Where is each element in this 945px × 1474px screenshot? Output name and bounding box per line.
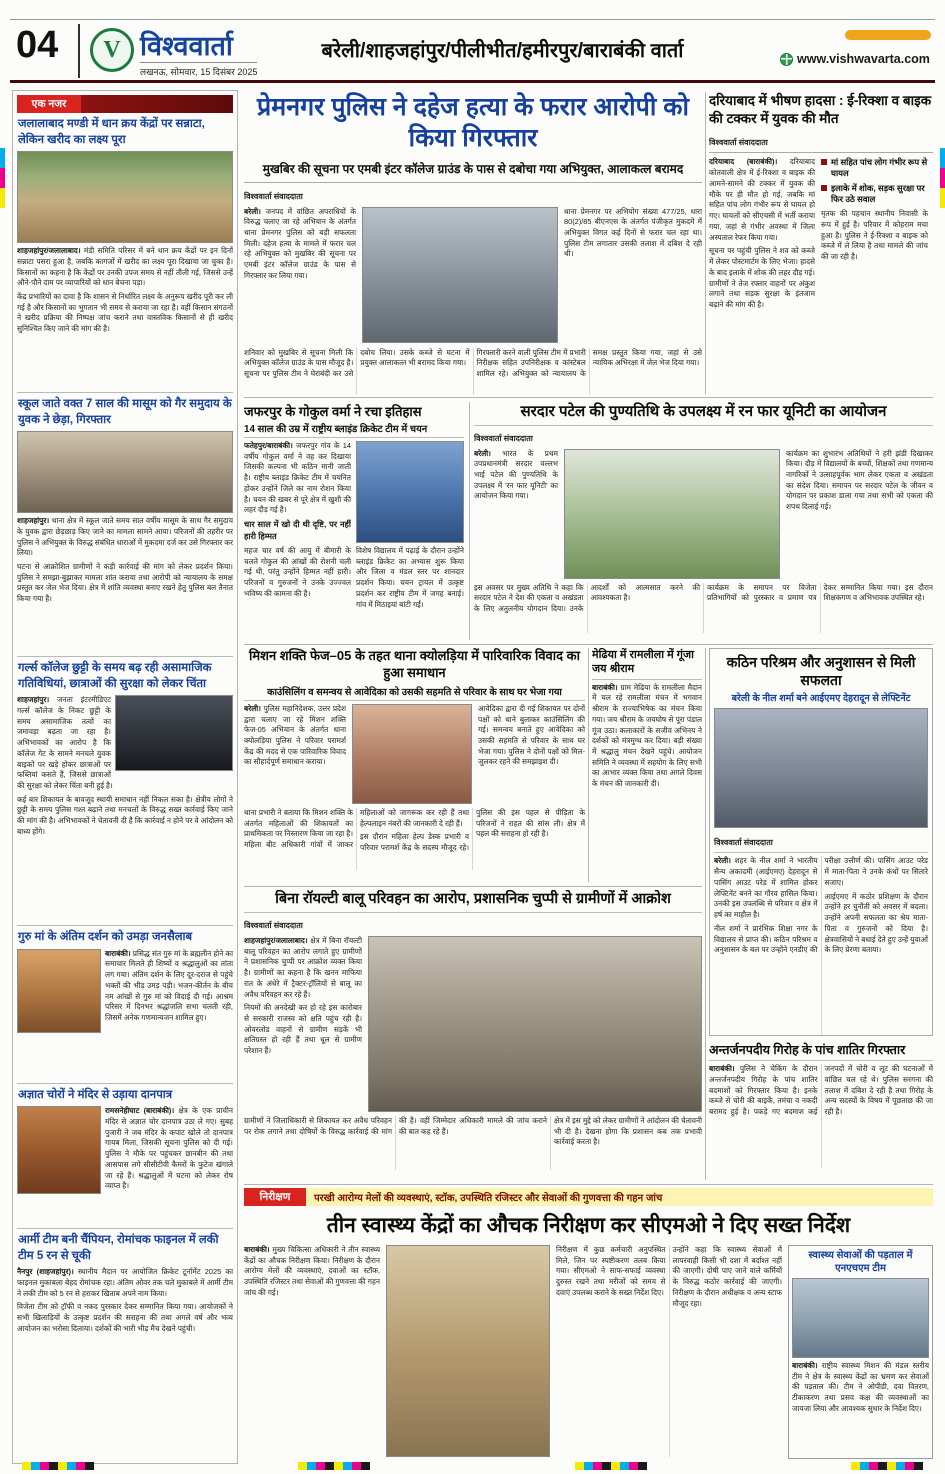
header-divider-rule [78,24,80,78]
headline-mandi: जलालाबाद मण्डी में धान क्रय केंद्रों पर सन्नाटा, लेकिन खरीद का लक्ष्य पूरा [18,118,205,146]
article-body-army [17,1267,233,1425]
globe-icon [780,53,793,66]
unity-body-col1 [474,449,558,579]
unity-body-bottom [474,583,933,633]
header-accent-pill [845,30,931,40]
article-body-school [17,516,233,652]
paragraph: ग्रामीणों ने जिलाधिकारी से शिकायत कर अवैध परिवहन पर रोक लगाने तथा दोषियों के विरुद्ध कार्रवाई की मांग की है। वहीं जिम्मेदार अधिकारी मामले की जांच कराने की बात कह रहे हैं। [244,1115,547,1136]
article-body-temple [17,1106,233,1224]
dateline: रामसनेहीघाट (बाराबंकी)। [105,1106,175,1116]
logo-letter: V [103,36,121,63]
paragraph: क्षेत्र में इस मुद्दे को लेकर ग्रामीणों ने आंदोलन की चेतावनी भी दी है। देखना होगा कि प्रशासन कब तक प्रभावी कार्रवाई करता है। [554,1115,702,1147]
bullet-text: इलाके में शोक, सड़क सुरक्षा पर फिर उठे सवाल [831,183,925,205]
ek-nazar-ribbon [81,95,233,113]
website-link[interactable]: www.vishwavarta.com [797,52,930,66]
article-blind-cricket [244,402,464,640]
lieutenant-byline: विश्ववार्ता संवाददाता [714,838,773,848]
article-cmo-inspection [244,1188,933,1460]
masthead-dateline: लखनऊ, सोमवार, 15 दिसंबर 2025 [140,62,257,78]
paragraph: शहर के नील शर्मा ने भारतीय सैन्य अकादमी (आईएमए) देहरादून से पासिंग आउट परेड में शामिल होकर लेफ्टिनेंट बनने का गौरव हासिल किया। उनकी इस उपलब्धि से परिवार व क्षेत्र में हर्ष का माहौल है। [714,856,818,920]
cricket-headline: जफरपुर के गोकुल वर्मा ने रचा इतिहास [244,404,422,419]
paragraph: कार्यक्रम के समापन पर विजेता प्रतिभागियों को पुरस्कार व प्रमाण पत्र देकर सम्मानित किया गया। इस दौरान शिक्षकगण व अभिभावक उपस्थित रहे। [707,582,933,603]
paragraph: भारत के प्रथम उपप्रधानमंत्री सरदार वल्लभ भाई पटेल की पुण्यतिथि के उपलक्ष्य में 'रन फार यूनिटी' का आयोजन किया गया। [474,448,558,501]
article-mission-shakti [244,648,585,882]
paragraph: नियमों की अनदेखी कर हो रहे इस कारोबार से सरकारी राजस्व को क्षति पहुंच रही है। ओवरलोड वाहनों से ग्रामीण सड़कें भी क्षतिग्रस्त हो रही हैं तथा धूल से ग्रामीण परेशान हैं। [244,1003,362,1056]
left-edge-registration-marks [0,148,5,208]
paragraph: थाना प्रभारी ने बताया कि मिशन शक्ति के अंतर्गत महिलाओं की शिकायतों का प्राथमिकता पर निस्तारण किया जा रहा है। महिला बीट अधिकारी गांवों में जाकर महिलाओं को जागरूक कर रही हैं तथा हेल्पलाइन नंबरों की जानकारी दे रही हैं। [244,807,469,849]
paragraph: मुख्य चिकित्सा अधिकारी ने तीन स्वास्थ्य केंद्रों का औचक निरीक्षण किया। निरीक्षण के दौरान आरोग्य मेलों की व्यवस्थाएं, दवाओं का स्टॉक, उपस्थिति रजिस्टर तथा सेवाओं की गुणवत्ता की गहन जांच की गई। [244,1245,380,1297]
masthead-logo [90,28,134,72]
unity-byline: विश्ववार्ता संवाददाता [474,433,533,443]
headline-school-molest: स्कूल जाते वक्त 7 साल की मासूम को गैर समुदाय के युवक ने छेड़ा, गिरफ्तार [18,398,232,426]
divider [705,92,706,394]
accident-headline: दरियाबाद में भीषण हादसा : ई-रिक्शा व बाइक की टक्कर में युवक की मौत [709,93,932,127]
nhm-box [788,1245,933,1459]
mission-body-col1 [244,704,346,804]
headline-temple-theft: अज्ञात चोरों ने मंदिर से उड़ाया दानपात्र [18,1088,173,1101]
cricket-body-continues [356,546,464,636]
paragraph: उन्होंने कहा कि स्वास्थ्य सेवाओं में लापरवाही किसी भी दशा में बर्दाश्त नहीं की जाएगी। दोषी पाए जाने वाले कर्मियों के विरुद्ध कठोर कार्रवाई की जाएगी। निरीक्षण के दौरान अधीक्षक व अन्य स्टाफ मौजूद रहा। [672,1245,782,1308]
dowry-subhead: मुखबिर की सूचना पर एमबी इंटर कॉलेज ग्राउंड के पास से दबोचा गया अभियुक्त, आलाकत्ल बरामद [262,161,684,176]
right-edge-registration-marks [940,148,945,208]
photo-gokul-verma [356,441,464,543]
inspection-badge: निरीक्षण [244,1188,306,1206]
dowry-byline: विश्ववार्ता संवाददाता [244,191,303,201]
paragraph: प्रसिद्ध संत गुरु मां के ब्रह्मलीन होने का समाचार मिलते ही शिष्यों व श्रद्धालुओं का तांता लग गया। अंतिम दर्शन के लिए दूर-दराज से पहुंचे भक्तों की भीड़ उमड़ पड़ी। भजन-कीर्तन के बीच नम आंखों से गुरु मां को विदाई दी गई। आश्रम परिसर में दिनभर श्रद्धांजलि सभा चलती रही, जिसमें अनेक गणमान्यजन शामिल हुए। [105,948,233,1023]
cmyk-cluster [851,1462,923,1470]
cmo-body-col2 [556,1245,782,1457]
photo-medicine-store-inspection [386,1245,550,1457]
paragraph: महज चार वर्ष की आयु में बीमारी के चलते गोकुल की आंखों की रोशनी चली गई थी, परंतु उन्होंने हिम्मत नहीं हारी। परिजनों व गुरुजनों ने उनके उज्ज्वल भविष्य की कामना की है। [244,545,351,598]
dateline: शाहजहांपुर/जलालाबाद। [17,246,81,256]
photo-nhm-team [792,1278,929,1358]
divider [244,397,933,398]
cricket-crosshead: चार साल में खो दी थी दृष्टि, पर नहीं हारी हिम्मत [244,520,351,542]
dateline: दरियाबाद (बाराबंकी)। [709,157,778,167]
dateline: बरेली। [244,703,261,713]
mission-subhead: काउंसिलिंग व समन्वय से आवेदिका को उसकी सहमति से परिवार के साथ घर भेजा गया [244,685,585,701]
photo-street-car [115,695,233,771]
paragraph: विजेता टीम को ट्रॉफी व नकद पुरस्कार देकर सम्मानित किया गया। आयोजकों ने सभी खिलाड़ियों के उत्कृष्ट प्रदर्शन की सराहना की तथा अगले वर्ष और भव्य आयोजन का भरोसा दिलाया। दर्शकों की भारी भीड़ मैच देखने पहुंची। [17,1302,233,1333]
photo-mandi-market [17,151,233,243]
lieutenant-headline: कठिन परिश्रम और अनुशासन से मिली सफलता [726,654,916,689]
dateline: नैनपुर (शाहजहांपुर)। [17,1267,74,1277]
divider [244,1184,933,1185]
paragraph: कार्यक्रम का शुभारंभ अतिथियों ने हरी झंडी दिखाकर किया। दौड़ में विद्यालयों के बच्चों, शिक्षकों तथा गणमान्य नागरिकों ने उत्साहपूर्वक भाग लेकर एकता व अखंडता का संदेश दिया। समापन पर सरदार पटेल के जीवन व योगदान पर प्रकाश डाला गया तथा सभी को एकता की शपथ दिलाई गई। [786,448,933,512]
article-body-guru [17,949,233,1079]
unity-body-col2 [786,449,933,579]
accident-body-col1 [709,157,815,383]
headline-guru-maa: गुरु मां के अंतिम दर्शन को उमड़ा जनसैलाब [18,931,193,944]
bullet-square-icon [821,185,827,191]
paragraph: जफरपुर गांव के 14 वर्षीय गोकुल वर्मा ने वह कर दिखाया जिसकी कल्पना भी कठिन मानी जाती है। राष्ट्रीय ब्लाइंड क्रिकेट टीम में चयनित होकर उन्होंने जिले का नाम रोशन किया है। चयन की खबर से पूरे क्षेत्र में खुशी की लहर दौड़ गई है। [244,441,351,515]
bullet-item [821,157,928,179]
accident-body-continues [821,209,928,359]
dateline: बाराबंकी। [105,948,131,958]
divider [705,648,706,1180]
dowry-body-bottom [244,348,702,396]
photo-police-arrest [362,207,558,343]
paragraph: सूचना पर पहुंची पुलिस ने शव को कब्जे में लेकर पोस्टमार्टम के लिए भेजा। हादसे के बाद इलाके में शोक की लहर दौड़ गई। ग्रामीणों ने तेज रफ्तार वाहनों पर अंकुश लगाने तथा सड़क सुरक्षा के इंतजाम बढ़ाने की मांग की है। [709,246,815,309]
cmo-headline: तीन स्वास्थ्य केंद्रों का औचक निरीक्षण कर सीएमओ ने दिए सख्त निर्देश [326,1214,851,1237]
dateline: शाहजहांपुर। [17,695,50,705]
mission-body-col2 [478,704,585,804]
article-body-college [17,695,233,921]
masthead-title: विश्ववार्ता [140,31,233,61]
unity-headline: सरदार पटेल की पुण्यतिथि के उपलक्ष्य में रन फार यूनिटी का आयोजन [520,403,887,420]
ramleela-headline: मेढिया में रामलीला में गूंजा जय श्रीराम [592,648,702,680]
mission-headline: मिशन शक्ति फेज–05 के तहत थाना क्योलड़िया में पारिवारिक विवाद का हुआ समाधान [248,648,581,680]
cricket-body-col1 [244,441,351,637]
headline-army-champion: आर्मी टीम बनी चैंपियन, रोमांचक फाइनल में लकी टीम 5 रन से चूकी [18,1234,219,1262]
paragraph: इस अवसर पर मुख्य अतिथि ने कहा कि सरदार पटेल ने देश की एकता व अखंडता के लिए अतुलनीय योगदान दिया। उनके आदर्शों को आत्मसात करने की आवश्यकता है। [474,582,700,613]
paragraph: क्षेत्र के एक प्राचीन मंदिर से अज्ञात चोर दानपात्र उठा ले गए। सुबह पुजारी ने जब मंदिर के कपाट खोले तो दानपात्र गायब मिला, जिसकी सूचना पुलिस को दी गई। पुलिस ने मौके पर पहुंचकर छानबीन की तथा आसपास लगे सीसीटीवी कैमरों के फुटेज खंगाले जा रहे हैं। श्रद्धालुओं में घटना को लेकर रोष व्याप्त है। [105,1106,233,1191]
dateline: बाराबंकी। [792,1361,818,1370]
cmo-body-col1 [244,1245,380,1457]
paragraph: कई बार शिकायत के बावजूद स्थायी समाधान नहीं निकल सका है। क्षेत्रीय लोगों ने छुट्टी के समय पुलिस गश्त बढ़ाने तथा मनचलों के विरुद्ध सख्त कार्रवाई किए जाने की मांग की है। अभिभावकों ने चेतावनी दी है कि कार्रवाई न होने पर वे आंदोलन को बाध्य होंगे। [17,794,233,836]
article-body-mandi [17,246,233,388]
headline-girls-college: गर्ल्स कॉलेज छुट्टी के समय बढ़ रही असामाजिक गतिविधियां, छात्राओं की सुरक्षा को लेकर चिंता [18,662,212,690]
nhm-body [792,1361,929,1455]
sand-body-bottom [244,1116,702,1170]
paragraph: घटना से आक्रोशित ग्रामीणों ने कड़ी कार्रवाई की मांग को लेकर प्रदर्शन किया। पुलिस ने समझा-बुझाकर मामला शांत कराया तथा आरोपी को न्यायालय के समक्ष प्रस्तुत कर जेल भेज दिया। क्षेत्र में शांति व्यवस्था बनाए रखने हेतु पुलिस बल तैनात किया गया है। [17,562,233,604]
article-sand-mining [244,890,702,1180]
nhm-headline: स्वास्थ्य सेवाओं की पड़ताल में एनएचएम टीम [808,1250,913,1274]
header-bottom-rule [10,80,935,83]
print-color-bars [0,1462,945,1470]
paragraph: मंडी समिति परिसर में बने धान क्रय केंद्रों पर इन दिनों सन्नाटा पसरा हुआ है, जबकि कागजों में खरीद का लक्ष्य पूरा दिखाया जा चुका है। किसानों का कहना है कि केंद्रों पर उनकी उपज समय से नहीं तौली गई, जिससे उन्हें औने-पौने दाम पर व्यापारियों को धान बेचना पड़ा। [17,246,233,288]
article-run-for-unity [474,402,933,640]
paragraph: जनता इंटरमीडिएट गर्ल्स कॉलेज के निकट छुट्टी के समय असामाजिक तत्वों का जमावड़ा बढ़ता जा रहा है। अभिभावकों का आरोप है कि कॉलेज गेट के सामने मनचले युवक बाइकों पर खड़े होकर छात्राओं पर फब्तियां कसते हैं, जिससे छात्राओं की सुरक्षा को लेकर चिंता बनी हुई है। [17,695,113,790]
paragraph: क्षेत्र में बिना रॉयल्टी बालू परिवहन का आरोप लगाते हुए ग्रामीणों ने प्रशासनिक चुप्पी पर आक्रोश व्यक्त किया है। ग्रामीणों का कहना है कि खनन माफिया रात के अंधेरे में ट्रैक्टर-ट्रॉलियों से बालू का अवैध परिवहन कर रहे हैं। [244,935,362,999]
left-column [12,90,238,1464]
gang-headline: अन्तर्जनपदीय गिरोह के पांच शातिर गिरफ्तार [709,1042,933,1061]
dateline: बाराबंकी। [244,1245,270,1254]
mission-body-bottom [244,808,585,870]
paragraph: मृतक की पहचान स्थानीय निवासी के रूप में हुई है। परिवार में कोहराम मचा हुआ है। पुलिस ने ई-रिक्शा व बाइक को कब्जे में ले लिया है तथा मामले की जांच की जा रही है। [821,209,928,262]
website-row [780,52,930,66]
cricket-body-col2 [356,441,464,637]
accident-body-col2 [821,157,928,383]
bullet-text: मां सहित पांच लोग गंभीर रूप से घायल [831,157,928,179]
paragraph: इस दौरान महिला हेल्प डेस्क प्रभारी व परिवार परामर्श केंद्र के सदस्य मौजूद रहे। पुलिस की इस पहल से पीड़िता के परिजनों ने राहत की सांस ली। क्षेत्र में पहल की सराहना हो रही है। [360,807,585,852]
section-ek-nazar [17,95,233,113]
paragraph: थाना प्रेमनगर पर अभियोग संख्या 477/25, धारा 80(2)/85 बीएनएस के अंतर्गत पंजीकृत मुकदमे में अभियुक्त विगत कई दिनों से फरार चल रहा था। पुलिस टीम लगातार उसकी तलाश में दबिश दे रही थी। [564,206,702,259]
divider [469,402,470,640]
dateline: शाहजहांपुर। [17,516,50,526]
page-number: 04 [16,24,59,66]
paragraph: विशेष विद्यालय में पढ़ाई के दौरान उन्होंने ब्लाइंड क्रिकेट का अभ्यास शुरू किया और जिला व मंडल स्तर पर शानदार प्रदर्शन किया। चयन ट्रायल में उत्कृष्ट प्रदर्शन कर राष्ट्रीय टीम में जगह बनाई। गांव में मिठाइयां बांटी गईं। [356,546,464,609]
divider [244,886,702,887]
paragraph: आईएमए में कठोर प्रशिक्षण के दौरान उन्होंने हर चुनौती को अवसर में बदला। उन्होंने अपनी सफलता का श्रेय माता-पिता व गुरुजनों को दिया है। क्षेत्रवासियों ने बधाई देते हुए उन्हें युवाओं के लिए प्रेरणा बताया। [824,891,928,955]
paragraph: गिरफ्तारी करने वाली पुलिस टीम में प्रभारी निरीक्षक सहित उपनिरीक्षक व कांस्टेबल शामिल रहे। अभियुक्त को न्यायालय के समक्ष प्रस्तुत किया गया, जहां से उसे न्यायिक अभिरक्षा में जेल भेज दिया गया। [476,347,702,378]
lieutenant-subhead: बरेली के नील शर्मा बने आईएमए देहरादून से लेफ्टिनेंट [731,693,911,705]
ek-nazar-label: एक नजर [17,95,81,113]
article-accident [709,92,933,395]
paragraph: ग्राम मेढिया के रामलीला मैदान में चल रहे रामलीला मंचन में भगवान श्रीराम के राज्याभिषेक का मंचन किया गया। जय श्रीराम के जयघोष से पूरा पंडाल गूंज उठा। कलाकारों के सजीव अभिनय ने दर्शकों को मंत्रमुग्ध कर दिया। बड़ी संख्या में श्रद्धालु मंचन देखने पहुंचे। आयोजन समिति ने व्यवस्था में सहयोग के लिए सभी का आभार व्यक्त किया तथा अगले दिवस के मंचन की जानकारी दी। [592,682,702,789]
article-ramleela [592,648,702,882]
sand-headline: बिना रॉयल्टी बालू परिवहन का आरोप, प्रशासनिक चुप्पी से ग्रामीणों में आक्रोश [275,891,671,907]
accident-byline: विश्ववार्ता संवाददाता [709,138,768,148]
dowry-body-col1 [244,207,356,343]
sand-body-col1 [244,936,362,1112]
paragraph: पुलिस महानिदेशक, उत्तर प्रदेश द्वारा चलाए जा रहे मिशन शक्ति फेज-05 अभियान के अंतर्गत थाना क्योलड़िया पुलिस ने परिवार परामर्श केंद्र की मदद से एक पारिवारिक विवाद का सौहार्दपूर्ण समाधान कराया। [244,703,346,767]
sand-byline: विश्ववार्ता संवाददाता [244,920,303,930]
region-line: बरेली/शाहजहांपुर/पीलीभीत/हमीरपुर/बाराबंकी वार्ता [321,40,684,62]
photo-temple [17,1106,101,1194]
dateline: बरेली। [714,856,731,866]
article-dowry-arrest [244,92,702,395]
dateline: बाराबंकी। [592,682,618,692]
dateline: फतेहपुर/बाराबंकी। [244,441,293,450]
photo-sand-mining [368,936,702,1112]
cricket-subhead: 14 साल की उम्र में राष्ट्रीय ब्लाइंड क्रिकेट टीम में चयन [244,422,464,438]
paragraph: राष्ट्रीय स्वास्थ्य मिशन की मंडल स्तरीय टीम ने क्षेत्र के स्वास्थ्य केंद्रों का भ्रमण कर सेवाओं की पड़ताल की। टीम ने ओपीडी, दवा वितरण, टीकाकरण तथा प्रसव कक्ष की व्यवस्थाओं का जायजा लिया और आवश्यक सुधार के निर्देश दिए। [792,1361,929,1413]
cmyk-cluster [298,1462,370,1470]
divider [588,648,589,882]
dateline: शाहजहांपुर/जलालाबाद। [244,935,308,945]
paragraph: निरीक्षण में कुछ कर्मचारी अनुपस्थित मिले, जिन पर स्पष्टीकरण तलब किया गया। सीएमओ ने साफ-सफाई व्यवस्था दुरुस्त रखने तथा मरीजों को समय से दवाएं उपलब्ध कराने के सख्त निर्देश दिए। [556,1245,666,1297]
paragraph: पुलिस ने चेकिंग के दौरान अन्तर्जनपदीय गिरोह के पांच शातिर बदमाशों को गिरफ्तार किया है। इनके कब्जे से चोरी की बाइकें, तमंचा व नकदी बरामद हुई है। पकड़े गए बदमाश कई जनपदों में चोरी व लूट की घटनाओं में वांछित चल रहे थे। पुलिस सरगना की तलाश में दबिश दे रही है तथा गिरोह के अन्य सदस्यों के विषय में पूछताछ की जा रही है। [709,1064,933,1117]
photo-passing-out-parade [714,708,928,828]
inspection-strip [244,1188,933,1206]
bullet-item [821,183,928,205]
article-gang-arrest [709,1042,933,1180]
article-lieutenant [709,648,933,1036]
dateline: बाराबंकी। [709,1064,735,1074]
inspection-strip-text: परखी आरोग्य मेलों की व्यवस्थाएं, स्टॉक, उपस्थिति रजिस्टर और सेवाओं की गुणवत्ता की गहन जांच [306,1188,933,1206]
paragraph: जनपद में वांछित अपराधियों के विरुद्ध चलाए जा रहे अभियान के अंतर्गत थाना प्रेमनगर पुलिस को बड़ी सफलता मिली। दहेज हत्या के मामले में फरार चल रहे अभियुक्त को मुखबिर की सूचना पर एमबी इंटर कॉलेज ग्राउंड के पास से गिरफ्तार कर लिया गया। [244,206,356,280]
gang-body [709,1064,933,1168]
header-top-rule [10,19,935,20]
paragraph: शनिवार को मुखबिर से सूचना मिली कि अभियुक्त कॉलेज ग्राउंड के पास मौजूद है। सूचना पर पुलिस टीम ने घेराबंदी कर उसे दबोच लिया। उसके कब्जे से घटना में प्रयुक्त आलाकत्ल भी बरामद किया गया। [244,347,470,378]
paragraph: दरियाबाद कोतवाली क्षेत्र में ई-रिक्शा व बाइक की आमने-सामने की टक्कर में युवक की मौके पर ही मौत हो गई, जबकि मां सहित पांच लोग गंभीर रूप से घायल हो गए। घायलों को सीएचसी में भर्ती कराया गया, जहां से गंभीर अवस्था में जिला अस्पताल रेफर किया गया। [709,157,815,242]
dowry-headline: प्रेमनगर पुलिस ने दहेज हत्या के फरार आरोपी को किया गिरफ्तार [257,93,689,153]
divider [244,644,933,645]
cmyk-cluster [22,1462,94,1470]
dateline: बरेली। [474,448,491,458]
paragraph: थाना क्षेत्र में स्कूल जाते समय सात वर्षीय मासूम के साथ गैर समुदाय के युवक द्वारा छेड़छाड़ किए जाने का मामला सामने आया। परिजनों की तहरीर पर पुलिस ने अभियुक्त के विरुद्ध संबंधित धाराओं में मुकदमा दर्ज कर उसे गिरफ्तार कर लिया। [17,516,233,558]
paragraph: नील शर्मा ने प्रारंभिक शिक्षा नगर के विद्यालय से प्राप्त की। कठिन परिश्रम व अनुशासन के बल पर उन्होंने एनडीए की परीक्षा उत्तीर्ण की। पासिंग आउट परेड में माता-पिता ने उनके कंधों पर सितारे सजाए। [714,856,928,955]
photo-guru-maa [17,949,101,1033]
paragraph: आवेदिका द्वारा दी गई शिकायत पर दोनों पक्षों को थाने बुलाकर काउंसिलिंग की गई। समन्वय बनाते हुए आवेदिका को उसकी सहमति से परिवार के साथ घर भेजा गया। पुलिस ने दोनों पक्षों को मिल-जुलकर रहने की समझाइश दी। [478,703,585,767]
ramleela-body [592,683,702,867]
bullet-square-icon [821,159,827,165]
dateline: बरेली। [244,206,261,216]
paragraph: स्थानीय मैदान पर आयोजित क्रिकेट टूर्नामेंट 2025 का फाइनल मुकाबला बेहद रोमांचक रहा। अंतिम ओवर तक चले मुकाबले में आर्मी टीम ने लकी टीम को 5 रन से हराकर खिताब अपने नाम किया। [17,1267,233,1298]
photo-village-group [17,431,233,513]
lieutenant-body [714,856,928,1036]
dowry-body-col2 [564,207,702,343]
paragraph: केंद्र प्रभारियों का दावा है कि शासन से निर्धारित लक्ष्य के अनुरूप खरीद पूरी कर ली गई है और किसानों का भुगतान भी समय से कराया जा रहा है। वहीं किसान संगठनों ने खरीद प्रक्रिया की निष्पक्ष जांच कराने तथा वास्तविक किसानों से ही खरीद सुनिश्चित किए जाने की मांग की है। [17,291,233,334]
photo-counselling [352,704,472,804]
cmyk-cluster [575,1462,647,1470]
photo-children-run [564,449,780,579]
